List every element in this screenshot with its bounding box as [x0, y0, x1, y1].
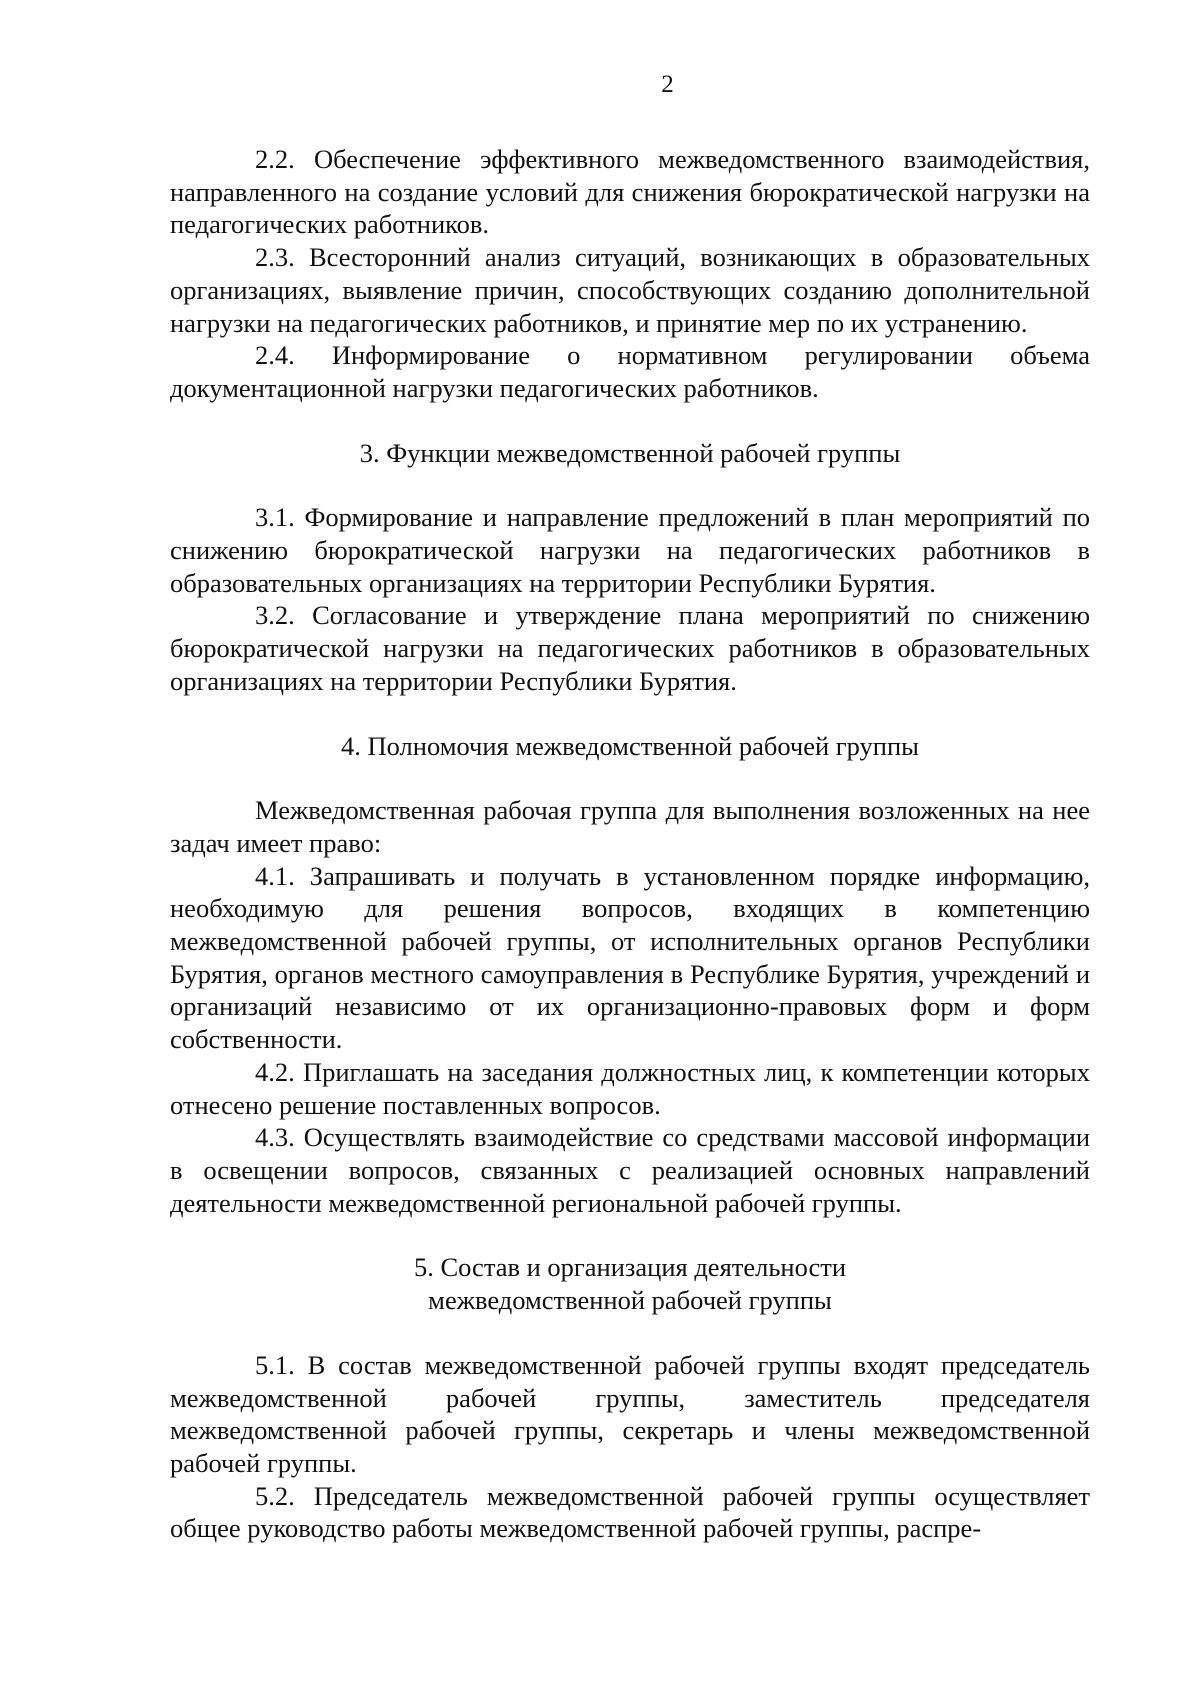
paragraph-4-3: 4.3. Осуществлять взаимодействие со средствами массовой информации в освещении вопросов, связанных с реализацией основных направлений деятельности межведомственной региональной рабочей группы. — [170, 1122, 1090, 1218]
paragraph-5-1: 5.1. В состав межведомственной рабочей группы входят председатель межведомственной рабочей группы, заместитель председателя межведомственной рабочей группы, секретарь и члены межведомственной рабочей группы. — [170, 1349, 1090, 1478]
paragraph-4-2: 4.2. Приглашать на заседания должностных лиц, к компетенции которых отнесено решение поставленных вопросов. — [170, 1056, 1090, 1120]
page-number: 2 — [661, 71, 674, 98]
section-heading-3: 3. Функции межведомственной рабочей группы — [359, 437, 901, 468]
paragraph-2-3: 2.3. Всесторонний анализ ситуаций, возникающих в образовательных организациях, выявление причин, способствующих созданию дополнительной нагрузки на педагогических работников, и принятие мер по их устранению. — [170, 242, 1090, 338]
paragraph-2-4: 2.4. Информирование о нормативном регулировании объема документационной нагрузки педагогических работников. — [170, 340, 1090, 403]
paragraph-5-2: 5.2. Председатель межведомственной рабочей группы осуществляет общее руководство работы межведомственной рабочей группы, распре- — [170, 1480, 1090, 1544]
paragraph-3-2: 3.2. Согласование и утверждение плана мероприятий по снижению бюрократической нагрузки на педагогических работников в образовательных организациях на территории Республики Бурятия. — [170, 600, 1090, 696]
section-heading-5-line-1: 5. Состав и организация деятельности — [413, 1252, 847, 1283]
paragraph-2-2: 2.2. Обеспечение эффективного межведомственного взаимодействия, направленного на создание условий для снижения бюрократической нагрузки на педагогических работников. — [170, 144, 1090, 240]
section-heading-4: 4. Полномочия межведомственной рабочей группы — [341, 730, 919, 761]
section-heading-5 — [170, 1251, 1090, 1316]
section-heading-5-line-2: межведомственной рабочей группы — [428, 1285, 832, 1316]
paragraph-4-1: 4.1. Запрашивать и получать в установленном порядке информацию, необходимую для решения вопросов, входящих в компетенцию межведомственной рабочей группы, от исполнительных органов Республики Бурятия, органов местного самоуправления в Республике Бурятия, учреждений и организаций независимо от их организационно-правовых форм и форм собственности. — [170, 860, 1090, 1055]
paragraph-3-1: 3.1. Формирование и направление предложений в план мероприятий по снижению бюрократической нагрузки на педагогических работников в образовательных организациях на территории Республики Бурятия. — [170, 502, 1090, 598]
paragraph-4-intro: Межведомственная рабочая группа для выполнения возложенных на нее задач имеет право: — [170, 795, 1090, 858]
document-body — [170, 143, 1090, 1545]
